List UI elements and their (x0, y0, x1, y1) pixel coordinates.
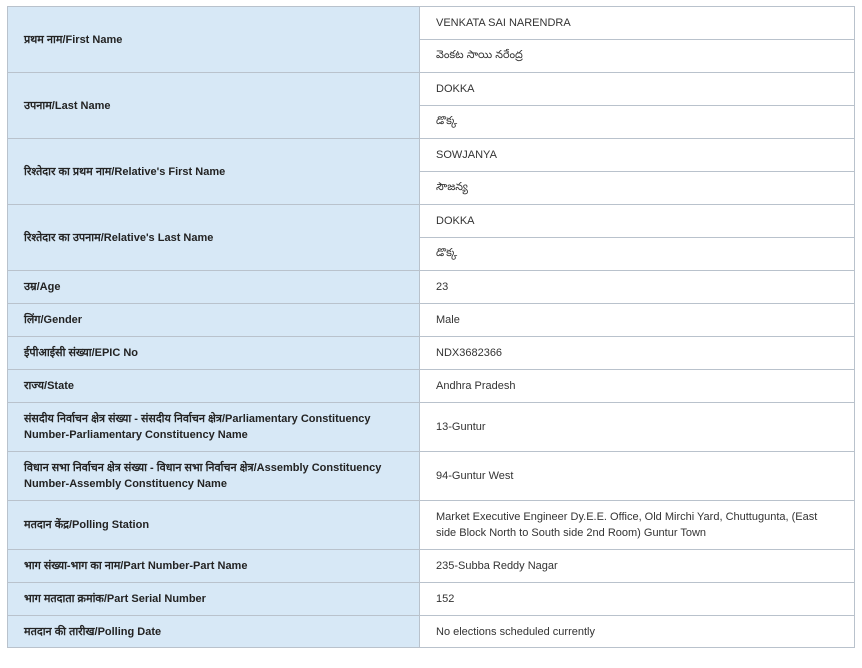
part-serial-number-value: 152 (420, 583, 855, 616)
table-row-state (8, 370, 855, 403)
table-row-parliamentary-constituency (8, 403, 855, 452)
table-row-last-name (8, 73, 855, 106)
relative-last-name-english-value: DOKKA (420, 205, 855, 238)
first-name-label: प्रथम नाम/First Name (8, 7, 420, 73)
last-name-label: उपनाम/Last Name (8, 73, 420, 139)
gender-label: लिंग/Gender (8, 304, 420, 337)
epic-no-value: NDX3682366 (420, 337, 855, 370)
parliamentary-constituency-value: 13-Guntur (420, 403, 855, 452)
table-row-polling-station (8, 501, 855, 550)
age-value: 23 (420, 271, 855, 304)
relative-last-name-label: रिश्तेदार का उपनाम/Relative's Last Name (8, 205, 420, 271)
table-row-polling-date (8, 616, 855, 648)
table-row-relative-last-name (8, 205, 855, 238)
table-row-epic-no (8, 337, 855, 370)
assembly-constituency-label: विधान सभा निर्वाचन क्षेत्र संख्या - विधान सभा निर्वाचन क्षेत्र/Assembly Constituency Number-Assembly Constituency Name (8, 452, 420, 501)
gender-value: Male (420, 304, 855, 337)
voter-details-panel (7, 6, 855, 648)
polling-station-value: Market Executive Engineer Dy.E.E. Office, Old Mirchi Yard, Chuttugunta, (East side Block North to South side 2nd Room) Guntur Town (420, 501, 855, 550)
assembly-constituency-value: 94-Guntur West (420, 452, 855, 501)
polling-station-label: मतदान केंद्र/Polling Station (8, 501, 420, 550)
table-row-relative-first-name (8, 139, 855, 172)
table-row-assembly-constituency (8, 452, 855, 501)
last-name-english-value: DOKKA (420, 73, 855, 106)
parliamentary-constituency-label: संसदीय निर्वाचन क्षेत्र संख्या - संसदीय निर्वाचन क्षेत्र/Parliamentary Constituency Number-Parliamentary Constituency Name (8, 403, 420, 452)
relative-first-name-english-value: SOWJANYA (420, 139, 855, 172)
table-row-gender (8, 304, 855, 337)
polling-date-value: No elections scheduled currently (420, 616, 855, 648)
state-label: राज्य/State (8, 370, 420, 403)
table-row-part-serial-number (8, 583, 855, 616)
part-name-value: 235-Subba Reddy Nagar (420, 550, 855, 583)
first-name-regional-value: వెంకట సాయి నరేంద్ర (420, 40, 855, 73)
polling-date-label: मतदान की तारीख/Polling Date (8, 616, 420, 648)
epic-no-label: ईपीआईसी संख्या/EPIC No (8, 337, 420, 370)
last-name-regional-value: డొక్క (420, 106, 855, 139)
part-name-label: भाग संख्या-भाग का नाम/Part Number-Part Name (8, 550, 420, 583)
table-row-part-name (8, 550, 855, 583)
relative-first-name-regional-value: సౌజన్య (420, 172, 855, 205)
age-label: उम्र/Age (8, 271, 420, 304)
table-row-first-name (8, 7, 855, 40)
part-serial-number-label: भाग मतदाता क्रमांक/Part Serial Number (8, 583, 420, 616)
table-row-age (8, 271, 855, 304)
first-name-english-value: VENKATA SAI NARENDRA (420, 7, 855, 40)
voter-details-table (7, 6, 855, 648)
relative-last-name-regional-value: డొక్క (420, 238, 855, 271)
relative-first-name-label: रिश्तेदार का प्रथम नाम/Relative's First Name (8, 139, 420, 205)
state-value: Andhra Pradesh (420, 370, 855, 403)
